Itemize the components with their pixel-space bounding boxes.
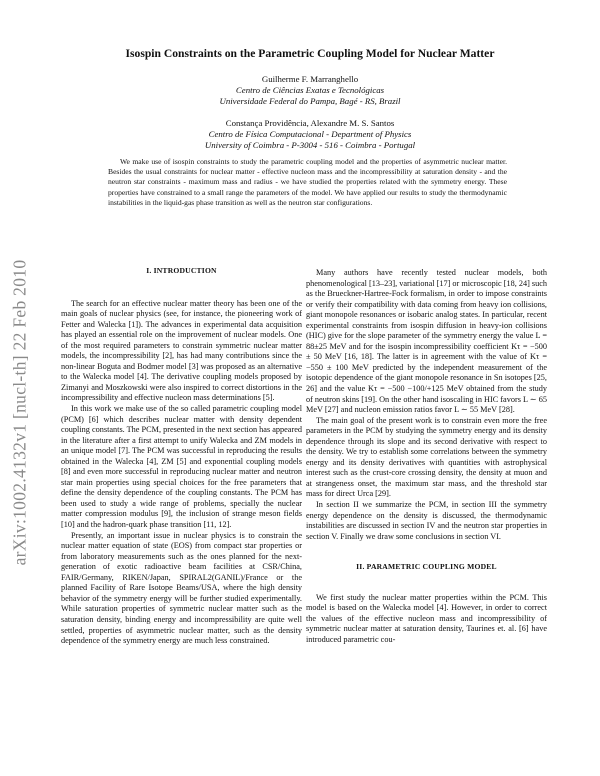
author-affiliation: Universidade Federal do Pampa, Bagé - RS, Brazil	[219, 96, 401, 106]
paragraph: Presently, an important issue in nuclear physics is to constrain the nuclear matter equation of state (EOS) from compact star properties or from laboratory measurements such as the ones planned for the next-generation of exotic radioactive beam facilities at CSR/China, FAIR/Germany, RIKEN/Japan, SPIRAL2(GANIL)/France or the planned Facility of Rare Isotope Beams/USA, where the high density behavior of the symmetry energy will be further studied experimentally. While saturation properties of symmetric nuclear matter such as the saturation density, binding energy and incompressibility are quite well settled, properties of asymmetric nuclear matter, such as the density dependence of the symmetry energy are much less constrained.	[61, 530, 302, 646]
paragraph: The search for an effective nuclear matter theory has been one of the main goals of nuclear physics (see, for instance, the pioneering work of Fetter and Walecka [1]). The advances in experimental data acquisition has played an essential role on the improvement of nuclear models. One of the most required parameters to constrain symmetric nuclear matter models, the incompressibility [2], has had many contributions since the non-linear Boguta and Bodmer model [3] was proposed as an alternative to the Walecka model [4]. The derivative coupling models proposed by Zimanyi and Moszkowski were also inspired to correct distortions in the incompressibility and effective nucleon mass determinations [5].	[61, 298, 302, 403]
author-block-1	[60, 74, 560, 107]
paragraph: Many authors have recently tested nuclear models, both phenomenological [13–23], variational [17] or microscopic [18, 24] such as the Brueckner-Hartree-Fock formalism, in order to impose constraints or verify their compatibility with data coming from heavy ion collisions, giant monopole resonances or isobaric analog states. In particular, recent experimental constraints from isospin diffusion in heavy-ion collisions (HIC) give for the slope parameter of the symmetry energy the value L = 88±25 MeV and for the isospin incompressibility coefficient Kτ = −500 ± 50 MeV [16, 18]. The latter is in agreement with the value of Kτ = −550 ± 100 MeV predicted by the independent measurement of the isotopic dependence of the giant monopole resonance in Sn isotopes [25, 26] and the value Kτ = −500 −100/+125 MeV obtained from the study of neutron skins [19]. On the other hand isoscaling in HIC favors L ∼ 65 MeV [27] and nucleon emission ratios favor L ∼ 55 MeV [28].	[306, 268, 548, 415]
section-heading-introduction: I. INTRODUCTION	[146, 266, 217, 275]
left-column	[61, 266, 302, 647]
author-name: Guilherme F. Marranghello	[261, 74, 359, 84]
paragraph: The main goal of the present work is to constrain even more the free parameters in the PCM by studying the symmetry energy and its density dependence through its slope and its second derivative with respect to the density. We try to establish some correlations between the symmetry energy and its density derivatives with quantities with astrophysical interest such as the crust-core crossing density, the density at muon and at strangeness onset, the maximum star mass, and the threshold star mass for direct Urca [29].	[306, 415, 547, 499]
author-affiliation: Centro de Ciências Exatas e Tecnológicas	[235, 85, 385, 95]
arxiv-stamp: arXiv:1002.4132v1 [nucl-th] 22 Feb 2010	[9, 259, 30, 565]
paragraph: We first study the nuclear matter properties within the PCM. This model is based on the Walecka model [4]. However, in order to correct the values of the effective nucleon mass and incompressibility of symmetric nuclear matter at saturation density, Taurines et. al. [6] have introduced parametric cou-	[306, 592, 547, 644]
author-name: Constança Providência, Alexandre M. S. Santos	[225, 118, 395, 128]
author-affiliation: Centro de Física Computacional - Department of Physics	[208, 129, 412, 139]
abstract: We make use of isospin constraints to study the parametric coupling model and the properties of asymmetric nuclear matter. Besides the usual constraints for nuclear matter - effective nucleon mass and the incompressibility at saturation density - and the neutron star constraints - maximum mass and radius - we have studied the properties related with the symmetry energy. These properties have constrained to a small range the parameters of the model. We have applied our results to study the thermodynamic instabilities in the liquid-gas phase transition as well as the neutron star configurations.	[108, 157, 507, 207]
paper-title: Isospin Constraints on the Parametric Coupling Model for Nuclear Matter	[125, 47, 495, 60]
author-block-2	[60, 118, 560, 151]
paragraph: In this work we make use of the so called parametric coupling model (PCM) [6] which describes nuclear matter with density dependent coupling constants. The PCM, presented in the next section has appeared in the literature after a first attempt to unify Walecka and ZM models in an unique model [7]. The PCM was successful in reproducing the results obtained in the Walecka [4], ZM [5] and exponential coupling models [8] and even more successful in reproducing nuclear matter and neutron star main properties using special choices for the free parameters that define the density dependence of the coupling constants. The PCM has been used to study a wide range of problems, specially the nuclear matter compression modulus [9], the inclusion of strange meson fields [10] and the hadron-quark phase transition [11, 12].	[61, 404, 302, 530]
paragraph: In section II we summarize the PCM, in section III the symmetry energy dependence on the density is discussed, the thermodynamic instabilities are discussed in section IV and the neutron star properties in section V. Finally we draw some conclusions in section VI.	[306, 500, 547, 541]
right-column	[306, 268, 547, 646]
author-affiliation: University of Coimbra - P-3004 - 516 - Coimbra - Portugal	[204, 140, 416, 150]
section-heading-parametric-coupling-model: II. PARAMETRIC COUPLING MODEL	[356, 562, 497, 572]
